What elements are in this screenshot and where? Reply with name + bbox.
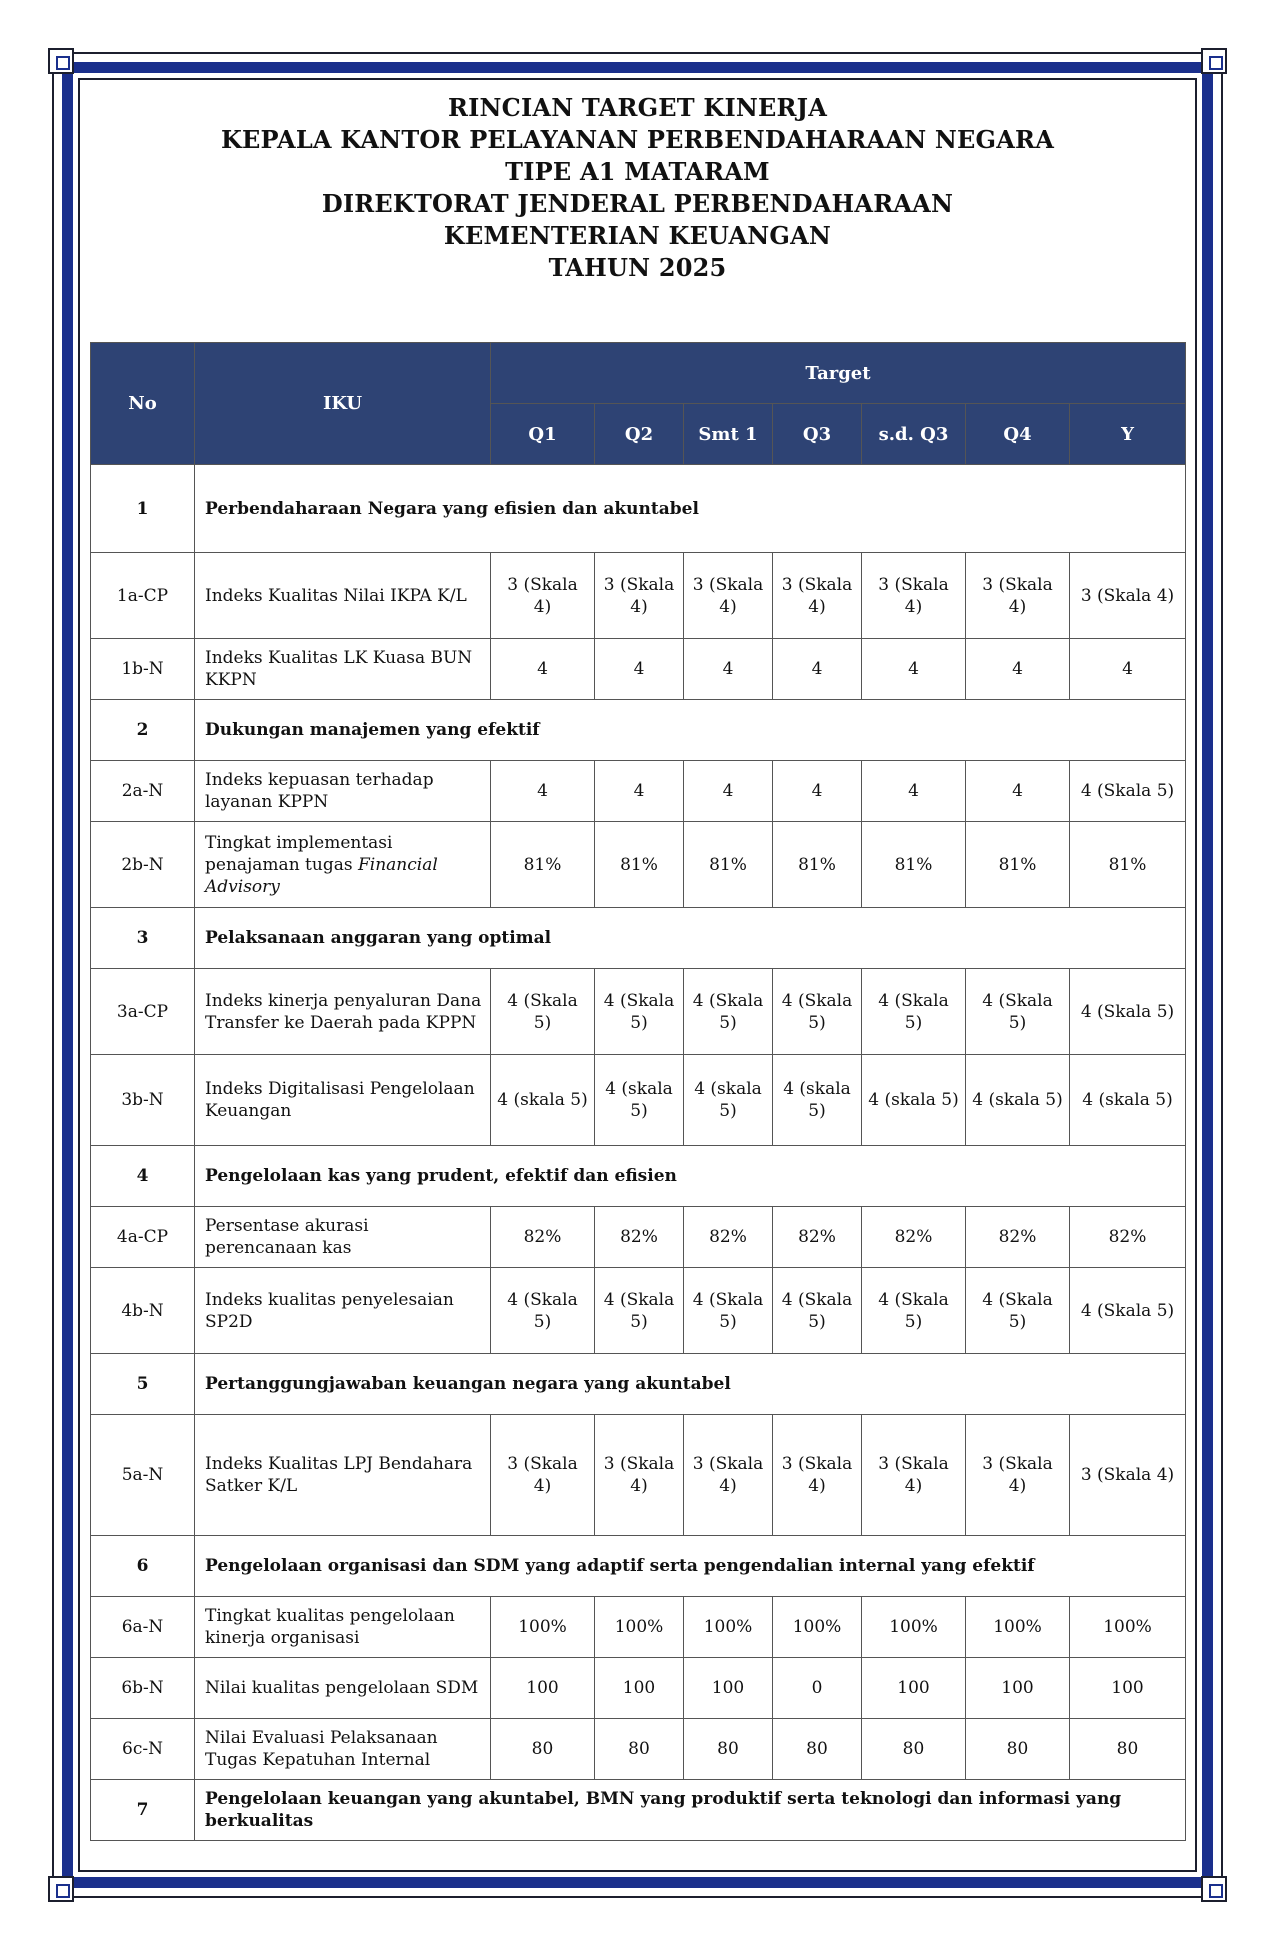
cell-target-value: 3 (Skala 4) [1070,1415,1186,1536]
cell-target-value: 3 (Skala 4) [966,1415,1070,1536]
title-line: DIREKTORAT JENDERAL PERBENDAHARAAN [321,189,954,218]
cell-target-value: 4 (skala 5) [773,1055,862,1146]
cell-target-value: 4 (Skala 5) [595,969,684,1055]
cell-target-value: 4 (Skala 5) [862,969,966,1055]
cell-target-value: 4 (Skala 5) [1070,1268,1186,1354]
cell-target-value: 4 [862,761,966,822]
iku-text: Indeks Kualitas LK Kuasa BUN KKPN [205,648,473,690]
cell-group-title: Pengelolaan keuangan yang akuntabel, BMN yang produktif serta teknologi dan informasi yang berkualitas [195,1780,1186,1841]
cell-target-value: 100% [862,1597,966,1658]
header-period: Q1 [491,404,595,465]
cell-target-value: 81% [966,822,1070,908]
cell-target-value: 4 [491,639,595,700]
cell-target-value: 100 [966,1658,1070,1719]
iku-text: Indeks Kualitas Nilai IKPA K/L [205,585,467,606]
cell-group-title: Pengelolaan organisasi dan SDM yang adaptif serta pengendalian internal yang efektif [195,1536,1186,1597]
cell-target-value: 100 [684,1658,773,1719]
cell-target-value: 4 (Skala 5) [491,969,595,1055]
corner-ornament [48,1876,74,1902]
cell-target-value: 4 (Skala 5) [862,1268,966,1354]
cell-target-value: 4 (Skala 5) [491,1268,595,1354]
cell-target-value: 4 [1070,639,1186,700]
cell-no: 2b-N [91,822,195,908]
header-period: Q2 [595,404,684,465]
cell-target-value: 81% [862,822,966,908]
cell-target-value: 100% [684,1597,773,1658]
cell-target-value: 100% [1070,1597,1186,1658]
cell-target-value: 100% [773,1597,862,1658]
corner-ornament [1201,48,1227,74]
cell-target-value: 82% [966,1207,1070,1268]
cell-target-value: 3 (Skala 4) [595,553,684,639]
cell-target-value: 4 (skala 5) [684,1055,773,1146]
header-period: Q3 [773,404,862,465]
cell-iku [195,1055,491,1146]
cell-iku [195,553,491,639]
cell-target-value: 82% [491,1207,595,1268]
cell-target-value: 4 (Skala 5) [1070,969,1186,1055]
cell-group-title: Pertanggungjawaban keuangan negara yang akuntabel [195,1354,1186,1415]
cell-target-value: 4 [773,761,862,822]
header-no: No [91,343,195,465]
cell-target-value: 4 (skala 5) [491,1055,595,1146]
cell-target-value: 4 [966,761,1070,822]
cell-no: 4a-CP [91,1207,195,1268]
iku-text: Nilai Evaluasi Pelaksanaan Tugas Kepatuhan Internal [205,1728,438,1770]
cell-target-value: 81% [773,822,862,908]
header-target: Target [491,343,1186,404]
cell-no: 4 [91,1146,195,1207]
title-line: RINCIAN TARGET KINERJA [447,93,828,122]
table-row [91,1268,1186,1354]
title-line: KEMENTERIAN KEUANGAN [443,221,832,250]
table-group-row [91,1536,1186,1597]
cell-target-value: 4 (Skala 5) [966,969,1070,1055]
cell-iku [195,1658,491,1719]
title-line: TIPE A1 MATARAM [505,157,770,186]
cell-iku [195,761,491,822]
table-row [91,553,1186,639]
header-period: Y [1070,404,1186,465]
corner-ornament [1201,1876,1227,1902]
iku-text-italic: Financial Advisory [205,854,438,897]
cell-target-value: 4 (Skala 5) [1070,761,1186,822]
cell-target-value: 4 [773,639,862,700]
table-group-row [91,908,1186,969]
cell-target-value: 82% [862,1207,966,1268]
cell-iku [195,969,491,1055]
table-body [91,465,1186,1841]
cell-iku [195,1597,491,1658]
cell-target-value: 82% [773,1207,862,1268]
table-row [91,1415,1186,1536]
cell-target-value: 100 [1070,1658,1186,1719]
cell-target-value: 3 (Skala 4) [773,1415,862,1536]
cell-target-value: 100% [966,1597,1070,1658]
cell-target-value: 4 (skala 5) [595,1055,684,1146]
table-group-row [91,1780,1186,1841]
cell-no: 1b-N [91,639,195,700]
cell-no: 5 [91,1354,195,1415]
header-period: s.d. Q3 [862,404,966,465]
table-row [91,822,1186,908]
cell-no: 5a-N [91,1415,195,1536]
cell-target-value: 4 (Skala 5) [684,1268,773,1354]
cell-target-value: 100 [491,1658,595,1719]
cell-group-title: Pengelolaan kas yang prudent, efektif dan efisien [195,1146,1186,1207]
table-row [91,1719,1186,1780]
table-row [91,639,1186,700]
table-row [91,1207,1186,1268]
cell-target-value: 4 [684,761,773,822]
corner-ornament [48,48,74,74]
iku-text: Indeks kinerja penyaluran Dana Transfer ke Daerah pada KPPN [205,990,482,1033]
cell-target-value: 3 (Skala 4) [1070,553,1186,639]
cell-target-value: 80 [773,1719,862,1780]
cell-iku [195,1268,491,1354]
cell-no: 6b-N [91,1658,195,1719]
cell-target-value: 100 [862,1658,966,1719]
iku-text: Indeks kepuasan terhadap layanan KPPN [205,770,434,812]
cell-target-value: 80 [491,1719,595,1780]
header-period: Q4 [966,404,1070,465]
table-row [91,1055,1186,1146]
cell-target-value: 3 (Skala 4) [862,1415,966,1536]
cell-no: 2 [91,700,195,761]
table-row [91,1658,1186,1719]
cell-group-title: Dukungan manajemen yang efektif [195,700,1186,761]
title-line: KEPALA KANTOR PELAYANAN PERBENDAHARAAN NEGARA [220,125,1055,154]
cell-target-value: 3 (Skala 4) [773,553,862,639]
cell-no: 7 [91,1780,195,1841]
cell-no: 1 [91,465,195,553]
cell-target-value: 3 (Skala 4) [684,1415,773,1536]
cell-target-value: 3 (Skala 4) [491,1415,595,1536]
cell-target-value: 80 [595,1719,684,1780]
document-title [90,92,1185,284]
cell-target-value: 0 [773,1658,862,1719]
header-period: Smt 1 [684,404,773,465]
cell-no: 6 [91,1536,195,1597]
table-row [91,761,1186,822]
cell-target-value: 82% [1070,1207,1186,1268]
cell-target-value: 3 (Skala 4) [862,553,966,639]
cell-target-value: 81% [684,822,773,908]
cell-target-value: 4 (skala 5) [1070,1055,1186,1146]
cell-target-value: 3 (Skala 4) [491,553,595,639]
cell-no: 3a-CP [91,969,195,1055]
iku-text: Persentase akurasi perencanaan kas [205,1216,369,1258]
iku-text: Indeks Kualitas LPJ Bendahara Satker K/L [205,1454,473,1496]
cell-target-value: 81% [595,822,684,908]
table-group-row [91,700,1186,761]
cell-iku [195,1415,491,1536]
target-table [90,342,1186,1841]
iku-text: Nilai kualitas pengelolaan SDM [205,1678,479,1698]
cell-target-value: 100% [595,1597,684,1658]
cell-target-value: 4 [684,639,773,700]
cell-target-value: 4 [862,639,966,700]
cell-target-value: 3 (Skala 4) [595,1415,684,1536]
cell-target-value: 3 (Skala 4) [684,553,773,639]
cell-target-value: 4 (Skala 5) [595,1268,684,1354]
cell-target-value: 80 [684,1719,773,1780]
cell-no: 2a-N [91,761,195,822]
iku-text: Tingkat implementasi penajaman tugas [205,832,393,875]
header-iku: IKU [195,343,491,465]
cell-target-value: 4 [595,639,684,700]
cell-no: 3 [91,908,195,969]
cell-target-value: 100 [595,1658,684,1719]
cell-iku [195,822,491,908]
cell-target-value: 4 [966,639,1070,700]
cell-target-value: 4 [595,761,684,822]
cell-iku [195,1207,491,1268]
iku-text: Indeks kualitas penyelesaian SP2D [205,1289,454,1332]
cell-target-value: 4 [491,761,595,822]
cell-target-value: 4 (Skala 5) [684,969,773,1055]
table-row [91,969,1186,1055]
cell-target-value: 4 (skala 5) [862,1055,966,1146]
iku-text: Tingkat kualitas pengelolaan kinerja organisasi [205,1606,455,1648]
cell-target-value: 81% [1070,822,1186,908]
cell-no: 6c-N [91,1719,195,1780]
cell-target-value: 82% [595,1207,684,1268]
cell-target-value: 80 [1070,1719,1186,1780]
cell-iku [195,1719,491,1780]
cell-target-value: 3 (Skala 4) [966,553,1070,639]
cell-target-value: 4 (Skala 5) [966,1268,1070,1354]
cell-target-value: 100% [491,1597,595,1658]
cell-group-title: Perbendaharaan Negara yang efisien dan akuntabel [195,465,1186,553]
cell-target-value: 4 (Skala 5) [773,1268,862,1354]
table-group-row [91,1354,1186,1415]
cell-target-value: 80 [862,1719,966,1780]
cell-no: 4b-N [91,1268,195,1354]
cell-target-value: 80 [966,1719,1070,1780]
cell-no: 6a-N [91,1597,195,1658]
cell-no: 1a-CP [91,553,195,639]
cell-target-value: 4 (Skala 5) [773,969,862,1055]
cell-target-value: 82% [684,1207,773,1268]
cell-iku [195,639,491,700]
cell-target-value: 4 (skala 5) [966,1055,1070,1146]
cell-target-value: 81% [491,822,595,908]
title-line: TAHUN 2025 [548,253,727,282]
cell-group-title: Pelaksanaan anggaran yang optimal [195,908,1186,969]
table-group-row [91,465,1186,553]
table-group-row [91,1146,1186,1207]
table-row [91,1597,1186,1658]
cell-no: 3b-N [91,1055,195,1146]
iku-text: Indeks Digitalisasi Pengelolaan Keuangan [205,1079,475,1121]
